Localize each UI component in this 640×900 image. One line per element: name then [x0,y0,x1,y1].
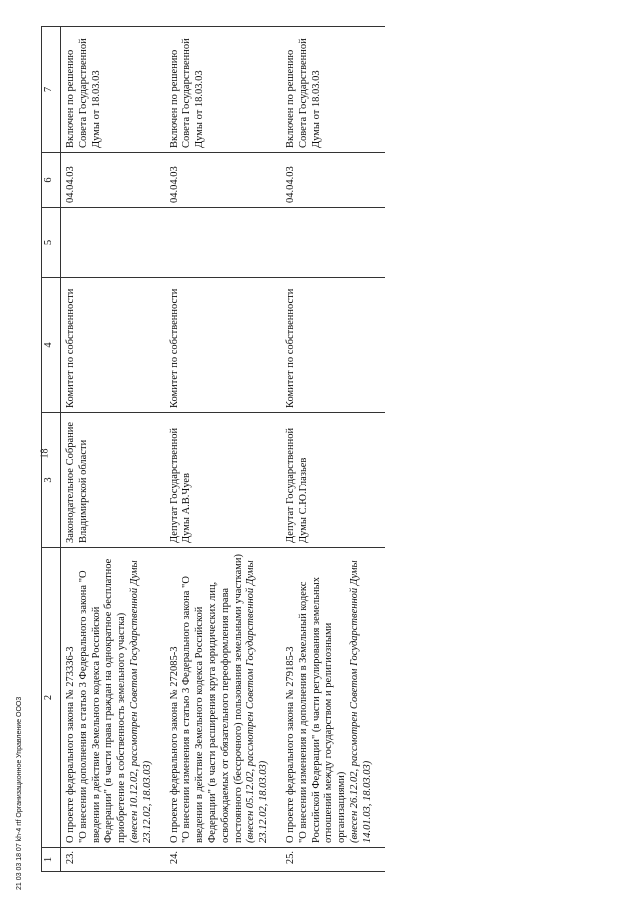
header-row [42,27,61,872]
review-date: 04.04.03 [281,153,385,208]
column-5-cell [281,208,385,278]
inclusion-status: Включен по решению Совета Государственной Думы от 18.03.03 [61,27,165,153]
table-row [165,27,281,872]
table-row [61,27,165,872]
responsible-committee: Комитет по собственности [61,278,165,413]
column-header: 6 [42,153,61,208]
column-header: 7 [42,27,61,153]
column-header: 3 [42,413,61,548]
column-header: 2 [42,548,61,848]
inclusion-status: Включен по решению Совета Государственной Думы от 18.03.03 [281,27,385,153]
table-row [281,27,385,872]
bill-text: "О внесении изменения и дополнения в Земельный кодекс Российской Федерации" (в части регулирования земельных отношений между государством и религиозными организациями) [297,577,348,843]
agenda-table [41,26,385,872]
column-5-cell [61,208,165,278]
column-header: 1 [42,848,61,872]
bill-note: (внесен 10.12.02, рассмотрен Советом Государственной Думы 23.12.02, 18.03.03) [128,560,153,843]
row-number: 23. [61,848,165,872]
bill-title: О проекте федерального закона № 273336-3 [65,646,76,843]
bill-note: (внесен 26.12.02, рассмотрен Советом Государственной Думы 14.01.03, 18.03.03) [348,560,373,843]
footer-text: 21 03 03 18 07 kh-4 rtf Организационное Управление ООО3 [16,696,23,890]
review-date: 04.04.03 [61,153,165,208]
bill-title: О проекте федерального закона № 279185-3 [284,646,296,843]
bill-description [61,548,165,848]
column-header: 5 [42,208,61,278]
bill-text: "О внесении изменения в статью 3 Федерального закона "О введении в действие Земельного кодекса Российской Федерации" (в части расширения круга юридических лиц, освобождаемых от обязательного переоформления права постоянного (бессрочного) пользования земельными участками) [181,553,244,843]
column-5-cell [165,208,281,278]
review-date: 04.04.03 [165,153,281,208]
bill-note: (внесен 05.12.02, рассмотрен Советом Государственной Думы 23.12.02, 18.03.03) [245,560,270,843]
page-number: 18 [39,448,51,459]
column-header: 4 [42,278,61,413]
responsible-committee: Комитет по собственности [281,278,385,413]
bill-description [281,548,385,848]
bill-author: Депутат Государственной Думы А.В.Чуев [165,413,281,548]
row-number: 24. [165,848,281,872]
bill-title: О проекте федерального закона № 272085-3 [168,646,180,843]
bill-author: Законодательное Собрание Владимирской области [61,413,165,548]
bill-author: Депутат Государственной Думы С.Ю.Глазьев [281,413,385,548]
agenda-table-rotated [41,27,587,872]
bill-text: "О внесении дополнения в статью 3 Федерального закона "О введении в действие Земельного кодекса Российской Федерации" (в части права граждан на однократное бесплатное приобретение в собственность земельного участка) [77,558,128,843]
inclusion-status: Включен по решению Совета Государственной Думы от 18.03.03 [165,27,281,153]
responsible-committee: Комитет по собственности [165,278,281,413]
row-number: 25. [281,848,385,872]
bill-description [165,548,281,848]
